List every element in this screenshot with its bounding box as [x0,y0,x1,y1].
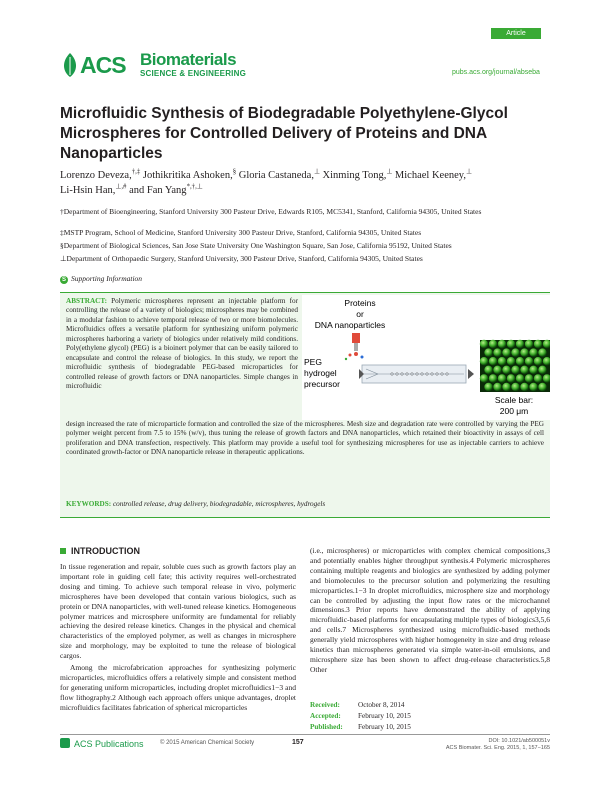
page-number: 157 [292,739,304,746]
paper-title: Microfluidic Synthesis of Biodegradable Polyethylene-Glycol Microspheres for Controlled Delivery of Proteins and DNA Nanoparticles [60,105,508,162]
author-name[interactable]: Li-Hsin Han, [60,185,116,196]
received-date: October 8, 2014 [358,701,405,709]
figure-label-peg: PEG [304,357,322,367]
microsphere-bead [489,340,497,348]
microsphere-bead [511,366,519,374]
microsphere-bead [534,374,542,382]
microsphere-bead [480,340,488,348]
microsphere-bead [525,357,533,365]
affiliation-2: ‡MSTP Program, School of Medicine, Stanford University 300 Pasteur Drive, Stanford, California 94305, United States [60,228,422,237]
figure-label-or: or [356,309,364,319]
author-name[interactable]: Gloria Castaneda, [236,170,314,181]
supporting-info-icon: S [61,277,66,283]
intro-column-1 [60,562,296,713]
intro-paragraph-2: Among the microfabrication approaches for synthesizing polymeric microparticles, microfluidics offers a relatively simple and consistent method for generating uniform microparticles, including droplet microfluidics1−3 and flow lithography.2 Although each approach offers unique advantages, droplet microfluidics facilitates fabrication of spherical microparticles [60,663,296,712]
microsphere-bead [516,374,524,382]
received-label: Received: [310,701,340,709]
accepted-label: Accepted: [310,712,341,720]
author-list [60,168,550,198]
graphical-abstract [302,295,550,420]
microsphere-bead [538,366,546,374]
journal-url-link[interactable]: pubs.acs.org/journal/abseba [452,69,540,76]
article-type-badge: Article [491,28,541,39]
author-affiliation-marker: *,†,⊥ [186,183,203,191]
microsphere-bead [538,348,546,356]
microsphere-bead [520,366,528,374]
supporting-info-link[interactable] [60,274,142,284]
microsphere-bead [489,357,497,365]
affiliation-4: ⊥Department of Orthopaedic Surgery, Stanford University, 300 Pasteur Drive, Stanford, California 94305, United States [60,254,423,263]
supporting-info-label: Supporting Information [71,274,143,283]
microsphere-bead [534,357,542,365]
author-name[interactable]: Michael Keeney, [392,170,466,181]
abstract-body-wide: design increased the rate of microparticle formation and controlled the size of the microspheres. Mesh size and degradation rate were controlled by varying the PEG polymer weight percent from 7.5 to 15% (w/v), thus tuning the release of growth factors and DNA nanoparticles, which retained their bioactivity in assays of cell proliferation and DNA transfection, respectively. This platform may provide a useful tool for synthesizing microspheres for use as injectable carriers to achieve coordinated growth-factor or DNA nanoparticle release in therapeutic applications. [66,420,544,457]
microsphere-bead [507,374,515,382]
section-square-icon [60,548,66,554]
microsphere-bead [516,357,524,365]
published-date: February 10, 2015 [358,723,411,731]
microsphere-bead [534,340,542,348]
abstract-body-left: Polymeric microspheres represent an injectable platform for controlling the release of a variety of biologics; microspheres may be combined in a modular fashion to achieve temporal release of two or more biomolecules. Microfluidics offers a versatile platform for synthesizing uniform polymeric microspheres harboring a variety of biologics under relatively mild conditions. Poly(ethylene glycol) (PEG) is a bioinert polymer that can be easily tailored to encapsulate and control the release of biologics. In this study, we report the microfluidic synthesis of biodegradable PEG-based microparticles for controlled release of growth factors or DNA nanoparticles. Simple changes in microfluidic [66,297,298,391]
microsphere-bead [493,383,501,391]
author-affiliation-marker: ⊥,# [115,183,127,191]
microsphere-bead [529,383,537,391]
figure-label-hydrogel: hydrogel [304,368,337,378]
microsphere-bead [502,383,510,391]
microsphere-bead [480,357,488,365]
author-affiliation-marker: ⊥ [313,168,320,176]
doi-text[interactable]: DOI: 10.1021/ab500051v [488,738,550,744]
microsphere-bead [511,383,519,391]
microsphere-bead [525,340,533,348]
author-name[interactable]: Lorenzo Deveza, [60,170,132,181]
abstract-label: ABSTRACT: [66,297,108,305]
microsphere-bead [525,374,533,382]
microsphere-bead [520,348,528,356]
affiliation-3: §Department of Biological Sciences, San Jose State University One Washington Square, San Jose, California 95192, United States [60,241,452,250]
abstract-bottom-rule [60,517,550,518]
microsphere-bead [484,366,492,374]
microsphere-micrograph [480,340,550,392]
author-name[interactable]: and Fan Yang [126,185,187,196]
figure-label-precursor: precursor [304,379,340,389]
microsphere-bead [484,348,492,356]
intro-column-2: (i.e., microspheres) or microparticles with complex chemical compositions,3 and potentially enables higher throughput synthesis.4 Polymeric microspheres containing multiple reagents and biologics are synthesized by adding polymer and biomolecules to the precursor solution and polymerizing the resulting microparticles.1−3 In droplet microfluidics, microsphere size and morphology can be controlled by adjusting the input flow rates or the microchannel dimensions.3 Prior reports have demonstrated the ability of applying microfluidic-based platforms for encapsulating multiple types of biologics3,5,6 and cells.7 Microspheres synthesized using microfluidic-based methods generally yield microspheres with higher homogeneity in size and drug release kinetics than microspheres generated via simple water-in-oil emulsions, and microsphere size has been shown to affect drug-release characteristics.5,8 Other [310,546,550,674]
microsphere-bead [502,366,510,374]
microsphere-bead [520,383,528,391]
keywords-line [66,500,544,508]
figure-scale-value: 200 μm [499,406,529,416]
abstract-text-left [66,297,298,392]
figure-scale-label: Scale bar: [494,395,534,405]
microsphere-bead [502,348,510,356]
intro-paragraph-1: In tissue regeneration and repair, soluble cues such as growth factors play an important role in guiding cell fate; this activity requires well-orchestrated dosing and timing. To achieve such temporal release in vivo, polymeric microspheres have been developed that contain various biologics, such as protein or DNA nanoparticles, with well-tuned release kinetics. Homogeneous polymer matrices and microsphere uniformity are fundamental for reliably achieving the desired release kinetics. Changes in the physical and chemical characteristics of the employed polymer, as well as changes in microsphere size and morphology, may be exploited to tune the release of biological cargos. [60,562,296,661]
microfluidic-chip [359,365,474,383]
microsphere-bead [493,366,501,374]
microsphere-bead [507,340,515,348]
logo-leaf-icon [60,51,80,79]
publication-dates [310,700,411,733]
doi-citation [440,738,550,752]
author-affiliation-marker: § [232,168,237,176]
microsphere-bead [507,357,515,365]
author-name[interactable]: Jothikritika Ashoken, [140,170,233,181]
author-affiliation-marker: ⊥ [386,168,393,176]
intro-heading-text: INTRODUCTION [71,546,140,556]
graphical-abstract-figure [302,295,550,420]
keywords-list: controlled release, drug delivery, biodegradable, microspheres, hydrogels [112,500,326,508]
copyright-notice: © 2015 American Chemical Society [160,740,255,746]
microsphere-bead [480,374,488,382]
microsphere-bead [498,357,506,365]
affiliation-1: †Department of Bioengineering, Stanford University 300 Pasteur Drive, Edwards R105, MC5341, Stanford, California 94305, United States [60,207,482,216]
acs-logo-icon [60,738,70,748]
citation-text: ACS Biomater. Sci. Eng. 2015, 1, 157−165 [445,745,550,751]
journal-logo [60,49,260,83]
microsphere-bead [493,348,501,356]
logo-acs-text: ACS [80,52,126,78]
author-name[interactable]: Xinming Tong, [319,170,387,181]
figure-label-dna: DNA nanoparticles [314,320,386,330]
publisher-name: ACS Publications [74,739,144,749]
microsphere-bead [498,340,506,348]
microsphere-bead [516,340,524,348]
logo-journal-text: Biomaterials [140,50,237,69]
microsphere-bead [529,348,537,356]
microsphere-bead [484,383,492,391]
microsphere-bead [498,374,506,382]
intro-heading [60,546,140,556]
published-label: Published: [310,723,343,731]
acs-publications-logo[interactable] [60,738,144,749]
microsphere-bead [538,383,546,391]
microsphere-bead [511,348,519,356]
logo-subtitle: SCIENCE & ENGINEERING [140,69,246,78]
author-affiliation-marker: †,‡ [131,168,141,176]
author-affiliation-marker: ⊥ [465,168,472,176]
microsphere-bead [489,374,497,382]
footer-rule [60,734,550,735]
figure-label-proteins: Proteins [344,298,376,308]
accepted-date: February 10, 2015 [358,712,411,720]
keywords-label: KEYWORDS: [66,500,112,508]
microsphere-bead [529,366,537,374]
